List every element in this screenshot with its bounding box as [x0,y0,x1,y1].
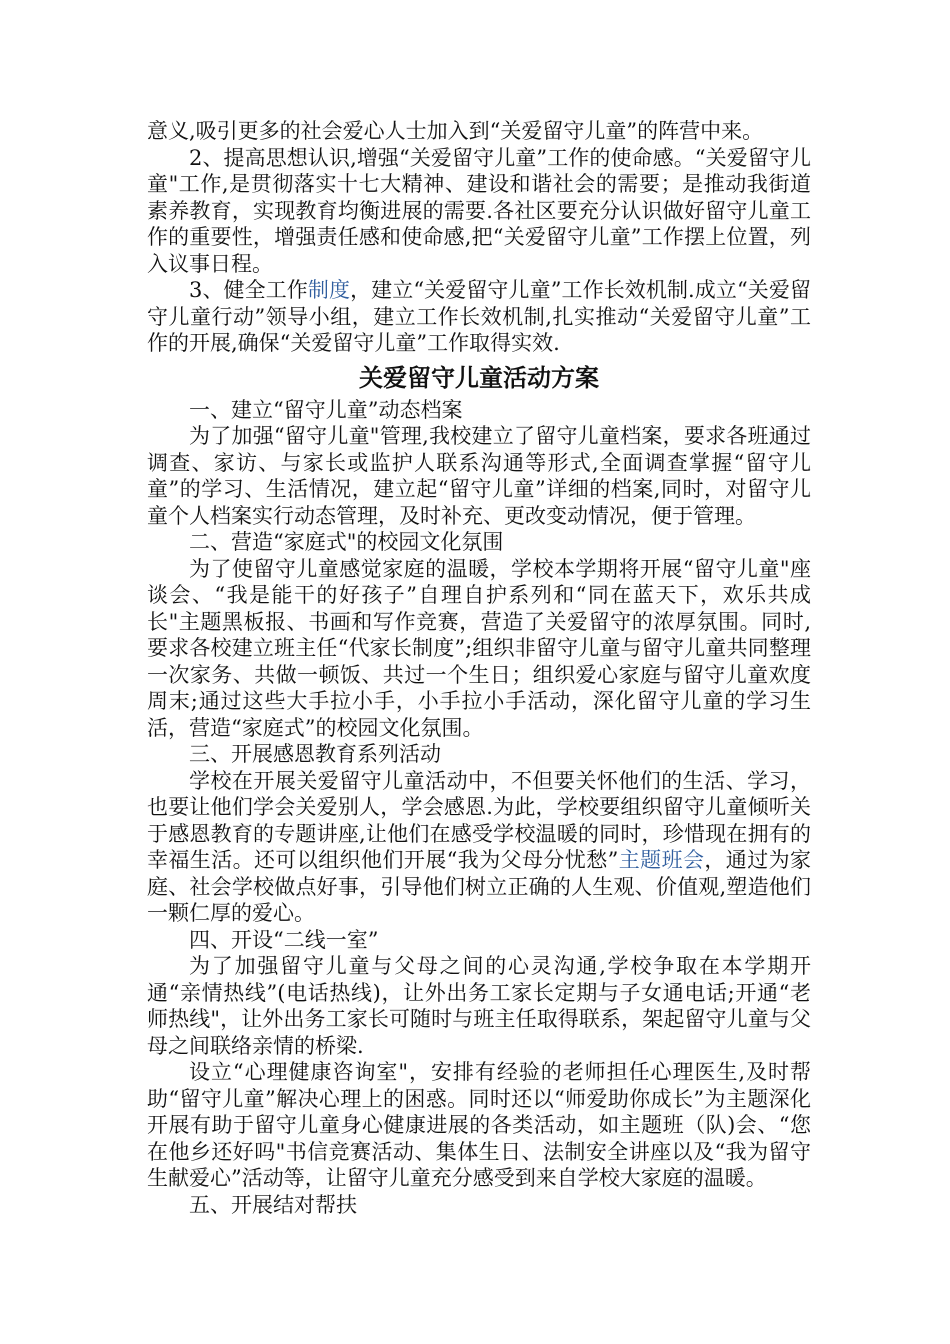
document-title: 关爱留守儿童活动方案 [359,362,599,392]
intro-paragraph-2 [147,277,811,357]
section-2-heading: 二、营造“家庭式"的校园文化氛围 [189,530,504,554]
intro-paragraph-2-text-a: 3、健全工作 [189,278,308,302]
section-2-body: 为了使留守儿童感觉家庭的温暖，学校本学期将开展“留守儿童"座谈会、“我是能干的好孩子”自理自护系列和“同在蓝天下，欢乐共成长"主题黑板报、书画和写作竞赛，营造了关爱留守的浓厚氛围。同时,要求各校建立班主任“代家长制度”;组织非留守儿童与留守儿童共同整理一次家务、共做一顿饭、共过一个生日；组织爱心家庭与留守儿童欢度周末;通过这些大手拉小手，小手拉小手活动，深化留守儿童的学习生活，营造“家庭式”的校园文化氛围。 [147,556,811,740]
section-1-heading: 一、建立“留守儿童”动态档案 [189,397,463,422]
document-page [147,118,811,1218]
system-link[interactable]: 制度 [307,278,351,302]
section-3-body [147,768,811,927]
section-3-heading: 三、开展感恩教育系列活动 [189,742,441,766]
section-4-body-1: 为了加强留守儿童与父母之间的心灵沟通,学校争取在本学期开通“亲情热线”(电话热线)，让外出务工家长定期与子女通电话;开通“老师热线"，让外出务工家长可随时与班主任取得联系，架起留守儿童与父母之间联络亲情的桥梁. [147,954,811,1058]
theme-class-meeting-link[interactable]: 主题班会 [618,848,705,872]
intro-paragraph-0: 意义,吸引更多的社会爱心人士加入到“关爱留守儿童”的阵营中来。 [147,119,764,143]
section-4-heading: 四、开设“二线一室” [189,927,379,952]
section-3-body-text-b: ，通过为家庭、社会学校做点好事，引导他们树立正确的人生观、价值观,塑造他们一颗仁厚的爱心。 [147,848,812,925]
intro-paragraph-1: 2、提高思想认识,增强“关爱留守儿童”工作的使命感。“关爱留守儿童"工作,是贯彻落实十七大精神、建设和谐社会的需要；是推动我街道素养教育，实现教育均衡进展的需要.各社区要充分认识做好留守儿童工作的重要性，增强责任感和使命感,把“关爱留守儿童”工作摆上位置，列入议事日程。 [147,145,811,276]
section-3-body-text-a: 学校在开展关爱留守儿童活动中，不但要关怀他们的生活、学习，也要让他们学会关爱别人，学会感恩.为此，学校要组织留守儿童倾听关于感恩教育的专题讲座,让他们在感受学校温暖的同时，珍惜现在拥有的幸福生活。还可以组织他们开展“我为父母分忧愁” [147,768,811,872]
intro-paragraph-2-text-b: ，建立“关爱留守儿童”工作长效机制.成立“关爱留守儿童行动”领导小组，建立工作长效机制,扎实推动“关爱留守儿童”工作的开展,确保“关爱留守儿童”工作取得实效. [147,278,811,355]
section-1-body: 为了加强“留守儿童"管理,我校建立了留守儿童档案，要求各班通过调查、家访、与家长或监护人联系沟通等形式,全面调查掌握“留守儿童”的学习、生活情况，建立起“留守儿童”详细的档案,同时，对留守儿童个人档案实行动态管理，及时补充、更改变动情况，便于管理。 [147,424,811,528]
section-4-body-2: 设立“心理健康咨询室"，安排有经验的老师担任心理医生,及时帮助“留守儿童”解决心理上的困惑。同时还以“师爱助你成长”为主题深化开展有助于留守儿童身心健康进展的各类活动，如主题班（队)会、“您在他乡还好吗"书信竞赛活动、集体生日、法制安全讲座以及“我为留守生献爱心”活动等，让留守儿童充分感受到来自学校大家庭的温暖。 [147,1060,811,1190]
section-5-heading: 五、开展结对帮扶 [189,1192,357,1217]
